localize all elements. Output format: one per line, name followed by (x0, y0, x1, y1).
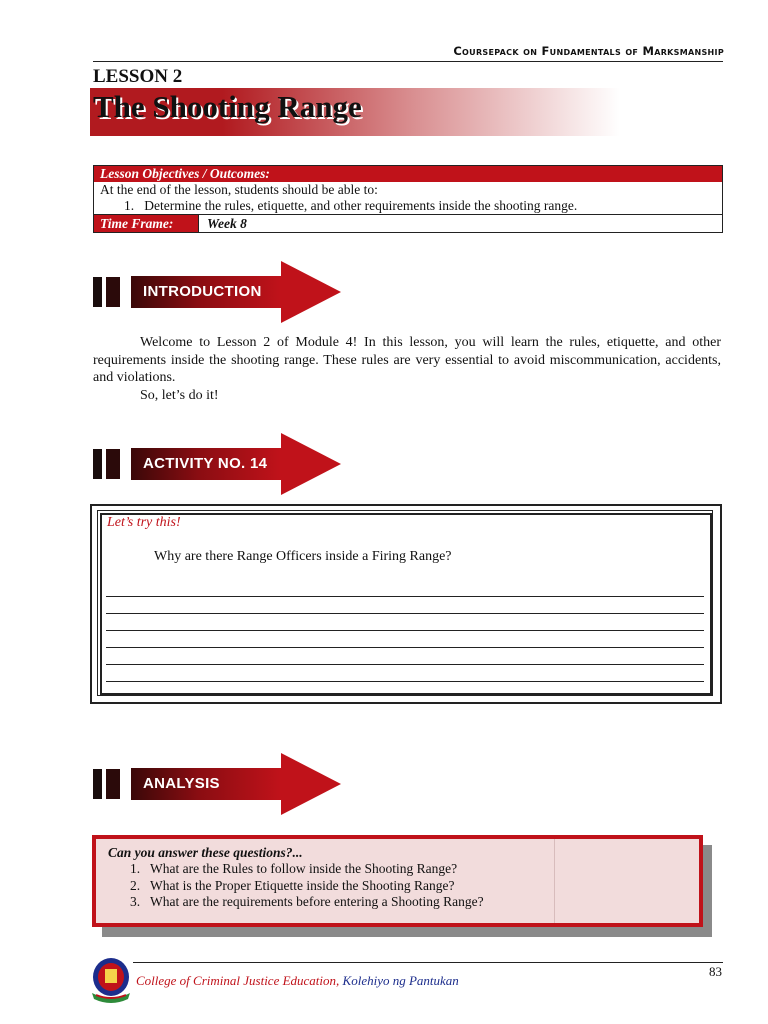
list-item: 1. What are the Rules to follow inside the Shooting Range? (130, 861, 458, 876)
time-frame-value: Week 8 (207, 216, 247, 231)
introduction-label: INTRODUCTION (143, 283, 262, 300)
college-name (136, 973, 459, 989)
analysis-label: ANALYSIS (143, 775, 220, 792)
analysis-divider (554, 839, 555, 923)
running-head: Coursepack on Fundamentals of Marksmanship (453, 44, 724, 58)
analysis-heading: Can you answer these questions?... (108, 845, 303, 860)
banner-block-icon (106, 769, 120, 799)
analysis-banner (93, 753, 343, 815)
introduction-banner (93, 261, 343, 323)
footer-rule (133, 962, 723, 963)
activity-prompt: Let’s try this! (107, 515, 181, 530)
lesson-number: LESSON 2 (93, 66, 183, 87)
introduction-text (93, 334, 721, 404)
arrow-head-icon (281, 753, 341, 815)
activity-label: ACTIVITY NO. 14 (143, 455, 268, 472)
answer-line[interactable] (106, 681, 704, 682)
objectives-heading: Lesson Objectives / Outcomes: (94, 166, 722, 182)
banner-block-icon (93, 769, 102, 799)
banner-block-icon (106, 277, 120, 307)
answer-line[interactable] (106, 664, 704, 665)
activity-question: Why are there Range Officers inside a Firing Range? (154, 549, 452, 564)
college-seal-icon (88, 955, 134, 1005)
list-item: 3. What are the requirements before entering a Shooting Range? (130, 894, 484, 909)
answer-line[interactable] (106, 630, 704, 631)
time-frame-label: Time Frame: (94, 215, 199, 232)
activity-box (100, 513, 712, 695)
arrow-head-icon (281, 261, 341, 323)
college-name-blue: Kolehiyo ng Pantukan (342, 973, 459, 988)
intro-paragraph: So, let’s do it! (140, 387, 219, 403)
objective-item: 1. Determine the rules, etiquette, and other requirements inside the shooting range. (124, 198, 578, 213)
banner-block-icon (93, 449, 102, 479)
banner-block-icon (93, 277, 102, 307)
objectives-lead: At the end of the lesson, students should be able to: (100, 182, 378, 197)
activity-banner (93, 433, 343, 495)
lesson-title: The Shooting Range (93, 89, 362, 124)
answer-line[interactable] (106, 613, 704, 614)
college-name-red: College of Criminal Justice Education, (136, 973, 343, 988)
arrow-head-icon (281, 433, 341, 495)
answer-line[interactable] (106, 647, 704, 648)
intro-paragraph: Welcome to Lesson 2 of Module 4! In this lesson, you will learn the rules, etiquette, and other requirements inside the shooting range. These rules are very essential to avoid miscommunication, accidents, and violations. (93, 335, 721, 385)
answer-line[interactable] (106, 596, 704, 597)
time-frame-row (94, 214, 722, 232)
header-rule (93, 61, 723, 62)
analysis-question-list (130, 861, 484, 911)
objectives-table (93, 165, 723, 233)
banner-block-icon (106, 449, 120, 479)
page-number: 83 (709, 964, 722, 979)
list-item: 2. What is the Proper Etiquette inside the Shooting Range? (130, 877, 455, 893)
